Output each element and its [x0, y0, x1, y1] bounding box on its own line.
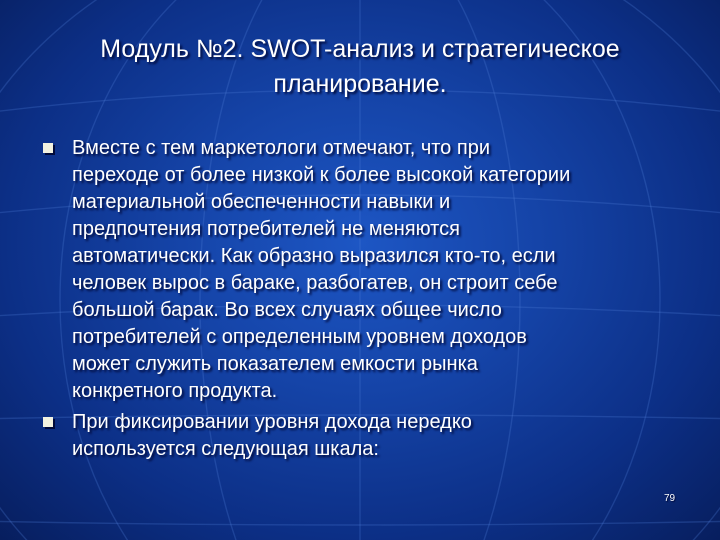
page-number: 79	[664, 493, 676, 504]
bullet-line: переходе от более низкой к более высокой категории	[72, 164, 571, 186]
bullet-line: используется следующая шкала:	[72, 438, 379, 460]
bullet-line: конкретного продукта.	[72, 380, 278, 402]
square-bullet-icon	[43, 143, 53, 153]
bullet-text	[72, 135, 690, 405]
bullet-line: Вместе с тем маркетологи отмечают, что при	[72, 137, 490, 159]
bullet-list	[40, 135, 690, 467]
slide-title-line-2: планирование.	[273, 70, 447, 98]
square-bullet-icon	[43, 417, 53, 427]
bullet-line: материальной обеспеченности навыки и	[72, 191, 451, 213]
bullet-line: предпочтения потребителей не меняются	[72, 218, 460, 240]
bullet-line: потребителей с определенным уровнем доходов	[72, 326, 527, 348]
bullet-item-2	[40, 409, 690, 463]
slide-title	[40, 32, 680, 102]
bullet-line: автоматически. Как образно выразился кто-то, если	[72, 245, 556, 267]
slide-title-line-1: Модуль №2. SWOT-анализ и стратегическое	[100, 35, 620, 63]
bullet-line: При фиксировании уровня дохода нередко	[72, 411, 472, 433]
bullet-line: большой барак. Во всех случаях общее число	[72, 299, 502, 321]
bullet-item-1	[40, 135, 690, 405]
bullet-line: человек вырос в бараке, разбогатев, он строит себе	[72, 272, 558, 294]
bullet-line: может служить показателем емкости рынка	[72, 353, 478, 375]
bullet-text	[72, 409, 690, 463]
